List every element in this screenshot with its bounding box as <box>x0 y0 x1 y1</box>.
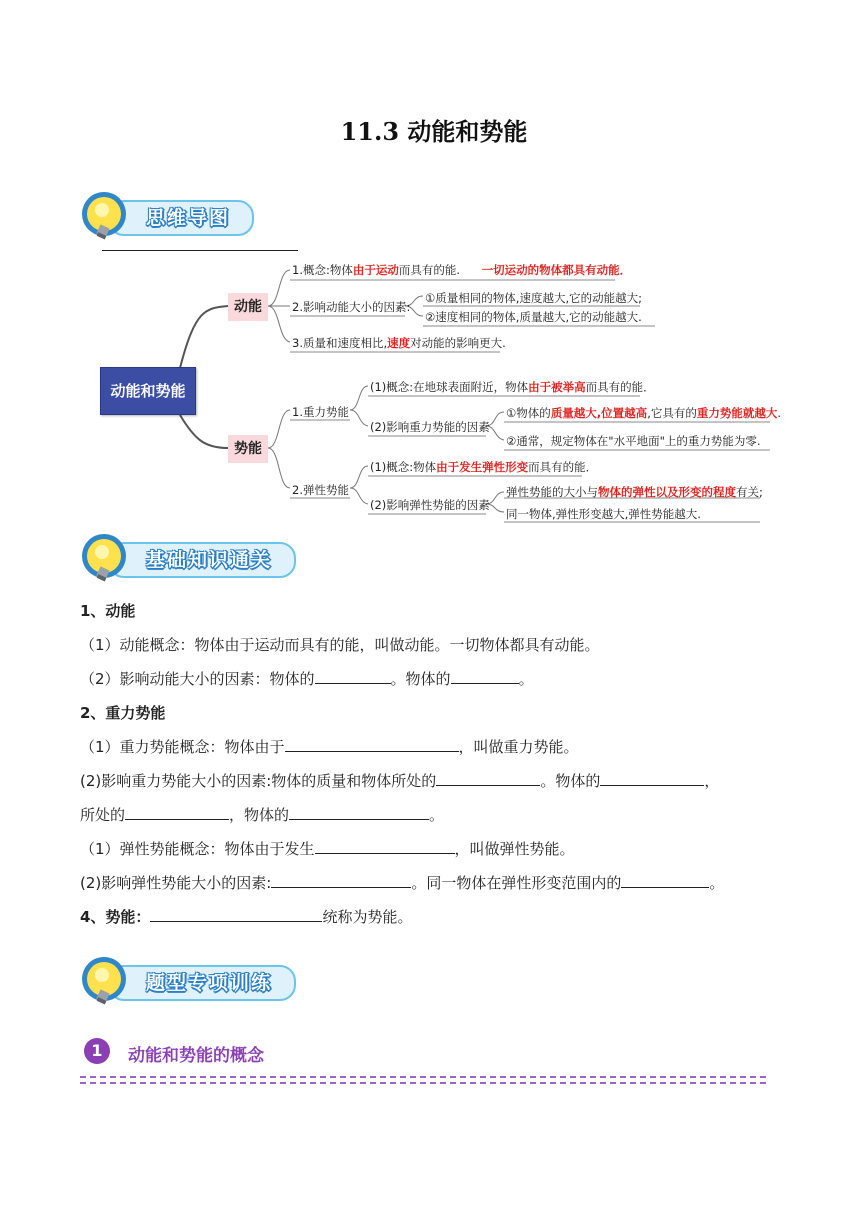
text-elastic-concept: （1）弹性势能概念：物体由于发生 ，叫做弹性势能。 <box>80 840 575 858</box>
lightbulb-icon <box>80 190 132 242</box>
mindmap-gravitational-factors: (2)影响重力势能的因素 <box>370 420 490 434</box>
text-gravitational-factors-cont: 所处的 ，物体的 。 <box>80 806 445 824</box>
fill-blank[interactable] <box>315 669 391 684</box>
dashed-divider <box>80 1076 766 1078</box>
topic-title: 动能和势能的概念 <box>128 1046 264 1066</box>
section-label: 基础知识通关 <box>108 542 296 578</box>
fill-blank[interactable] <box>436 771 540 786</box>
mindmap-gravitational: 1.重力势能 <box>292 405 349 419</box>
mindmap-elastic-factor-1: 弹性势能的大小与物体的弹性以及形变的程度有关; <box>506 485 763 499</box>
mindmap-elastic-factor-2: 同一物体,弹性形变越大,弹性势能越大. <box>506 507 701 521</box>
mindmap-elastic-factors: (2)影响弹性势能的因素 <box>370 498 490 512</box>
lightbulb-icon <box>80 955 132 1007</box>
mindmap-kinetic-concept: 1.概念:物体由于运动而具有的能. 一切运动的物体都具有动能． <box>292 263 632 277</box>
mindmap-node-kinetic: 动能 <box>228 293 268 321</box>
text-gravitational-factors: (2)影响重力势能大小的因素:物体的质量和物体所处的 。物体的 ， <box>80 772 720 790</box>
fill-blank[interactable] <box>289 805 429 820</box>
mindmap-root: 动能和势能 <box>100 367 196 415</box>
mindmap-gravitational-factor-2: ②通常，规定物体在"水平地面"上的重力势能为零. <box>506 434 761 448</box>
mindmap-kinetic-factors: 2.影响动能大小的因素: <box>292 300 411 314</box>
section-badge-basics <box>80 532 310 582</box>
section-badge-practice <box>80 955 310 1005</box>
text-elastic-factors: (2)影响弹性势能大小的因素: 。同一物体在弹性形变范围内的 。 <box>80 874 725 892</box>
fill-blank[interactable] <box>125 805 229 820</box>
text-gravitational-concept: （1）重力势能概念：物体由于 ，叫做重力势能。 <box>80 738 579 756</box>
mindmap-kinetic-factor-2: ②速度相同的物体,质量越大,它的动能越大. <box>425 310 642 324</box>
fill-blank[interactable] <box>315 839 455 854</box>
page-title: 11.3 动能和势能 <box>340 117 528 146</box>
heading-gravitational: 2、重力势能 <box>80 704 166 722</box>
dashed-divider <box>80 1082 766 1084</box>
fill-blank[interactable] <box>600 771 704 786</box>
fill-blank[interactable] <box>271 873 411 888</box>
fill-blank[interactable] <box>285 737 459 752</box>
fill-blank[interactable] <box>451 669 519 684</box>
mindmap-node-potential: 势能 <box>228 435 268 463</box>
text-kinetic-factors: （2）影响动能大小的因素：物体的 。物体的 。 <box>80 670 534 688</box>
mindmap-gravitational-concept: (1)概念:在地球表面附近，物体由于被举高而具有的能． <box>370 380 655 394</box>
text-kinetic-concept: （1）动能概念：物体由于运动而具有的能，叫做动能。一切物体都具有动能。 <box>80 636 600 654</box>
fill-blank[interactable] <box>150 907 322 922</box>
section-label: 思维导图 <box>108 200 254 236</box>
mindmap-kinetic-factor-1: ①质量相同的物体,速度越大,它的动能越大; <box>425 291 642 305</box>
section-label: 题型专项训练 <box>108 965 296 1001</box>
mindmap-kinetic-compare: 3.质量和速度相比,速度对动能的影响更大. <box>292 336 506 350</box>
text-potential-energy: 4、势能： 统称为势能。 <box>80 908 413 926</box>
mindmap-elastic: 2.弹性势能 <box>292 483 349 497</box>
topic-number-badge: 1 <box>84 1038 110 1064</box>
heading-kinetic: 1、动能 <box>80 602 136 620</box>
lightbulb-icon <box>80 532 132 584</box>
mindmap-elastic-concept: (1)概念:物体由于发生弹性形变而具有的能． <box>370 460 598 474</box>
mindmap-gravitational-factor-1: ①物体的质量越大,位置越高,它具有的重力势能就越大. <box>506 406 781 420</box>
fill-blank[interactable] <box>621 873 709 888</box>
section-badge-mindmap <box>80 190 310 240</box>
